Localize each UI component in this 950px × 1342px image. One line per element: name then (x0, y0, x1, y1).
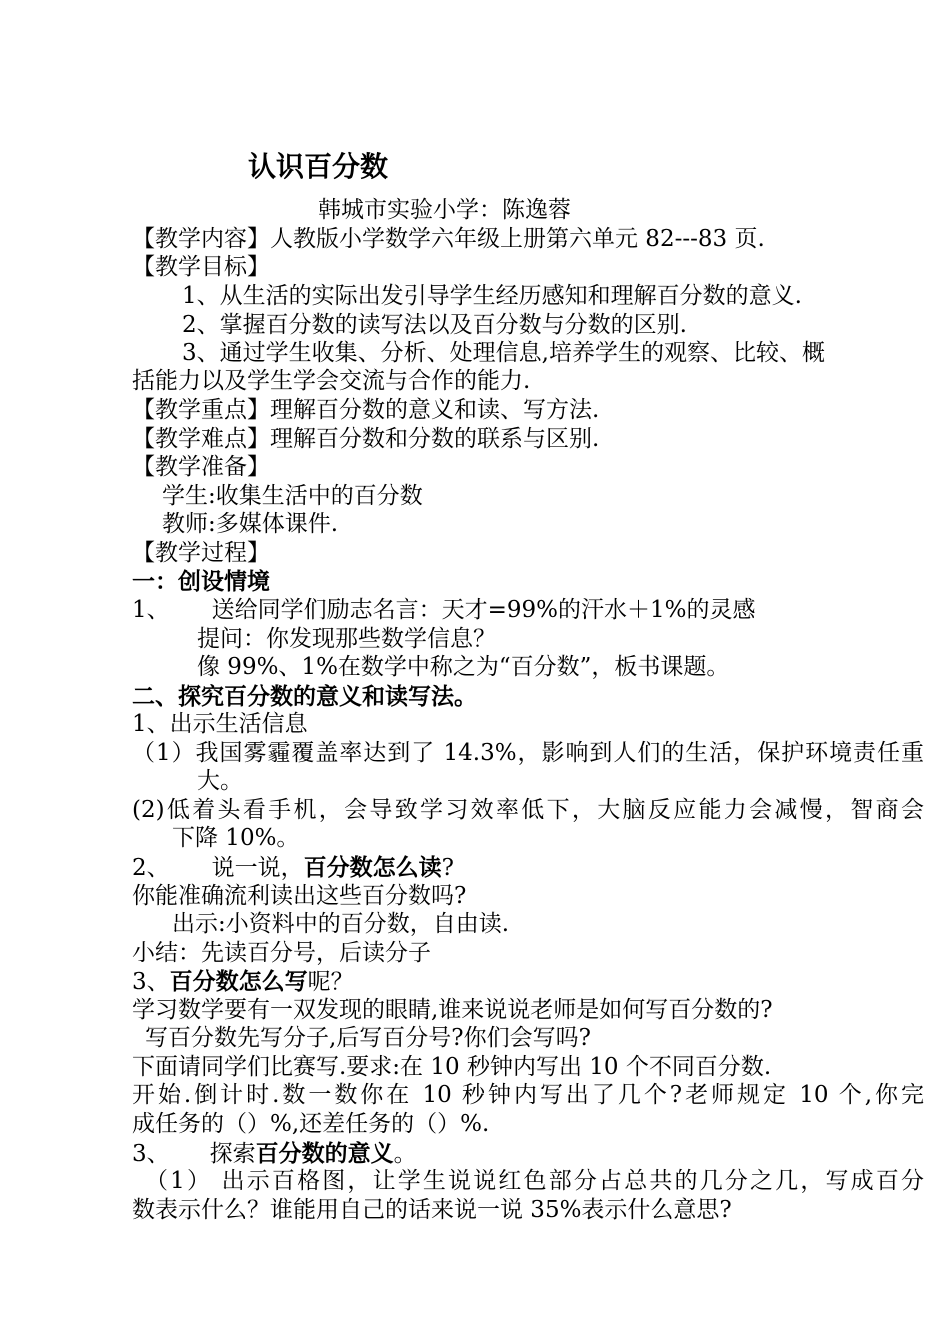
s2-2-post: ? (441, 855, 454, 881)
section-1-heading: 一：创设情境 (132, 568, 270, 595)
key-point-line (132, 396, 599, 425)
s2-4-line-a: （1） 出示百格图，让学生说说红色部分占总共的几分之几，写成百分 (145, 1168, 924, 1194)
s2-4-line-b: 数表示什么？谁能用自己的话来说一说 35%表示什么意思? (132, 1197, 732, 1223)
s2-3-line-c: 下面请同学们比赛写.要求:在 10 秒钟内写出 10 个不同百分数. (132, 1054, 772, 1080)
content-text: 人教版小学数学六年级上册第六单元 82---83 页. (270, 226, 765, 252)
s2-3-post: 呢？ (307, 969, 354, 995)
s2-item-1b-line1: (2)低着头看手机，会导致学习效率低下，大脑反应能力会减慢，智商会 (132, 797, 924, 823)
process-label: 【教学过程】 (132, 540, 270, 566)
s2-4-post: 。 (393, 1141, 417, 1167)
s2-4-bold: 百分数的意义 (255, 1140, 394, 1167)
s2-item-1b-line2: 下降 10%。 (172, 825, 300, 851)
goal-3-line2: 括能力以及学生学会交流与合作的能力. (132, 368, 531, 394)
doc-title: 认识百分数 (248, 150, 389, 183)
s1-text: 送给同学们励志名言：天才=99%的汗水＋1%的灵感 (211, 597, 756, 623)
prep-student: 学生:收集生活中的百分数 (162, 483, 423, 509)
content-label: 【教学内容】 (132, 226, 270, 252)
section-2-heading: 二、探究百分数的意义和读写法。 (132, 683, 477, 710)
s2-item-1a-line2: 大。 (197, 768, 243, 794)
key-label: 【教学重点】 (132, 397, 270, 423)
s2-3-line-d: 开始.倒计时.数一数你在 10 秒钟内写出了几个?老师规定 10 个,你完 (132, 1082, 924, 1108)
doc-author: 韩城市实验小学：陈逸蓉 (318, 197, 571, 223)
prep-label: 【教学准备】 (132, 454, 270, 480)
goal-1: 1、从生活的实际出发引导学生经历感知和理解百分数的意义. (182, 283, 802, 309)
s2-3-bold: 百分数怎么写 (169, 968, 308, 995)
key-text: 理解百分数的意义和读、写方法. (270, 397, 600, 423)
s2-3-line-a: 学习数学要有一双发现的眼睛,谁来说说老师是如何写百分数的? (132, 997, 773, 1023)
content-line (132, 225, 765, 254)
difficulty-text: 理解百分数和分数的联系与区别. (270, 426, 600, 452)
s2-2-question: 你能准确流利读出这些百分数吗? (132, 883, 467, 909)
s1-number: 1、 (132, 597, 170, 623)
goal-3-line1: 3、通过学生收集、分析、处理信息,培养学生的观察、比较、概 (182, 340, 825, 366)
goal-2: 2、掌握百分数的读写法以及百分数与分数的区别. (182, 312, 687, 338)
s1-item (132, 596, 756, 625)
s1-note: 像 99%、1%在数学中称之为“百分数”，板书课题。 (197, 654, 730, 680)
s2-item-2 (132, 853, 454, 882)
s2-4-number: 3、 (132, 1141, 170, 1167)
s2-item-1a-line1: （1）我国雾霾覆盖率达到了 14.3%，影响到人们的生活，保护环境责任重 (132, 740, 924, 766)
prep-teacher: 教师:多媒体课件. (162, 511, 339, 537)
s2-3-number: 3、 (132, 969, 170, 995)
s2-item-4 (132, 1139, 417, 1168)
s2-2-pre: 说一说， (211, 855, 304, 881)
s2-3-line-b: 写百分数先写分子,后写百分号?你们会写吗? (145, 1025, 591, 1051)
s2-2-summary: 小结：先读百分号，后读分子 (132, 940, 431, 966)
s2-2-show: 出示:小资料中的百分数，自由读. (172, 911, 510, 937)
s1-question: 提问：你发现那些数学信息？ (197, 626, 496, 652)
s2-item-1: 1、出示生活信息 (132, 711, 308, 737)
s2-3-line-e: 成任务的（）%,还差任务的（）%. (132, 1111, 490, 1137)
s2-4-pre: 探索 (209, 1141, 256, 1167)
s2-2-number: 2、 (132, 855, 170, 881)
s2-2-bold: 百分数怎么读 (303, 854, 442, 881)
difficulty-line (132, 425, 599, 454)
difficulty-label: 【教学难点】 (132, 426, 270, 452)
goals-label: 【教学目标】 (132, 254, 270, 280)
s2-item-3 (132, 967, 354, 996)
